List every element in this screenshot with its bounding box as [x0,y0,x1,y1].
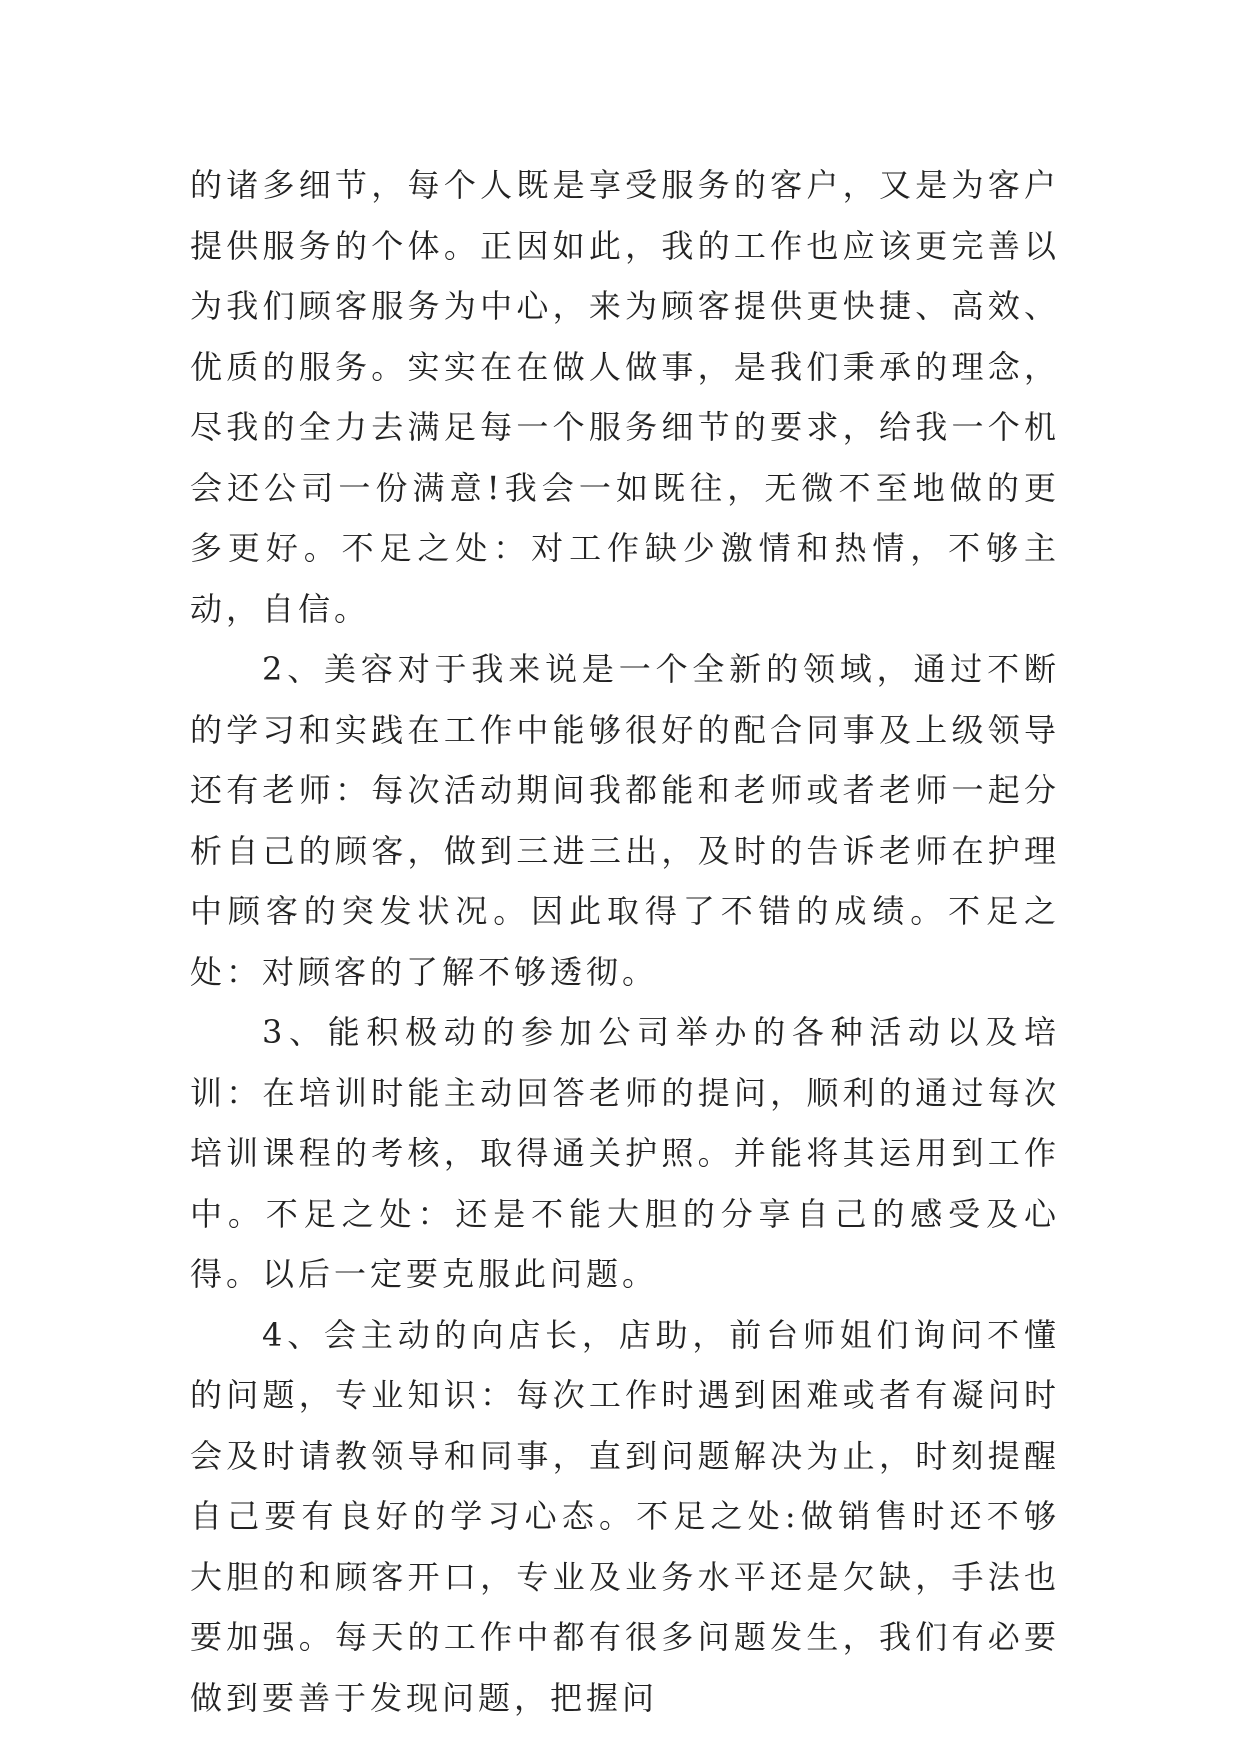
paragraph-item-2: 2、美容对于我来说是一个全新的领域，通过不断的学习和实践在工作中能够很好的配合同事及上级领导还有老师：每次活动期间我都能和老师或者老师一起分析自己的顾客，做到三进三出，及时的告诉老师在护理中顾客的突发状况。因此取得了不错的成绩。不足之处：对顾客的了解不够透彻。 [190,650,1060,991]
paragraph-item-3: 3、能积极动的参加公司举办的各种活动以及培训：在培训时能主动回答老师的提问，顺利的通过每次培训课程的考核，取得通关护照。并能将其运用到工作中。不足之处：还是不能大胆的分享自己的感受及心得。以后一定要克服此问题。 [190,1013,1060,1293]
document-body [190,155,1060,1728]
paragraph-item-4: 4、会主动的向店长，店助，前台师姐们询问不懂的问题，专业知识：每次工作时遇到困难或者有凝问时会及时请教领导和同事，直到问题解决为止，时刻提醒自己要有良好的学习心态。不足之处:做销售时还不够大胆的和顾客开口，专业及业务水平还是欠缺，手法也要加强。每天的工作中都有很多问题发生，我们有必要做到要善于发现问题，把握问 [190,1315,1060,1717]
paragraph-continuation: 的诸多细节，每个人既是享受服务的客户，又是为客户提供服务的个体。正因如此，我的工作也应该更完善以为我们顾客服务为中心，来为顾客提供更快捷、高效、优质的服务。实实在在做人做事，是我们秉承的理念，尽我的全力去满足每一个服务细节的要求，给我一个机会还公司一份满意!我会一如既往，无微不至地做的更多更好。不足之处：对工作缺少激情和热情，不够主动，自信。 [190,166,1060,628]
